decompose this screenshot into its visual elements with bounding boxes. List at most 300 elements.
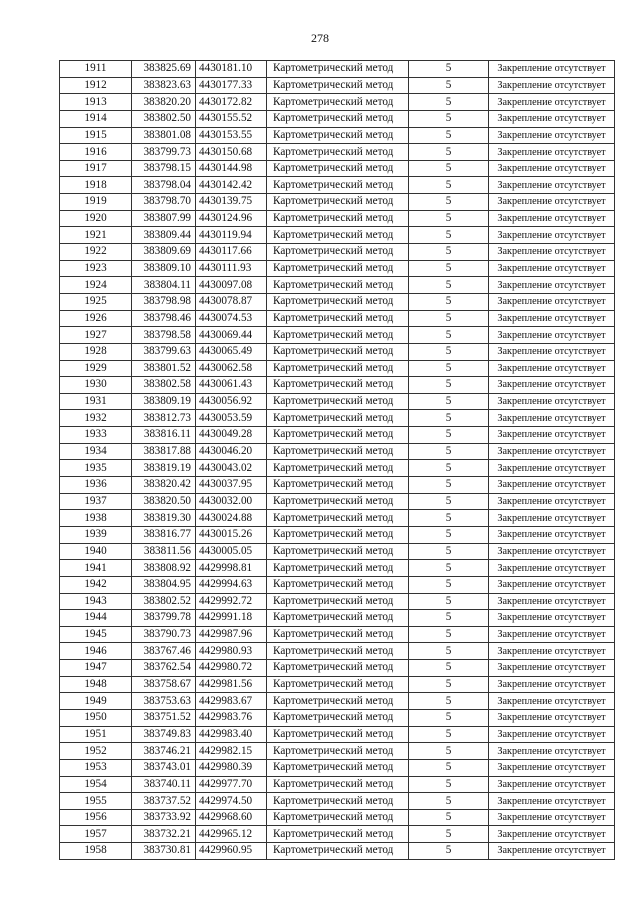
fixation-cell: Закрепление отсутствует bbox=[489, 726, 615, 743]
point-number-cell: 1920 bbox=[60, 210, 132, 227]
fixation-cell: Закрепление отсутствует bbox=[489, 576, 615, 593]
fixation-cell: Закрепление отсутствует bbox=[489, 443, 615, 460]
precision-cell: 5 bbox=[409, 393, 489, 410]
x-coordinate-cell: 383819.30 bbox=[132, 510, 196, 527]
x-coordinate-cell: 383737.52 bbox=[132, 793, 196, 810]
table-row bbox=[60, 543, 615, 560]
fixation-cell: Закрепление отсутствует bbox=[489, 610, 615, 627]
precision-cell: 5 bbox=[409, 227, 489, 244]
y-coordinate-cell: 4430097.08 bbox=[196, 277, 267, 294]
method-cell: Картометрический метод bbox=[267, 493, 409, 510]
fixation-cell: Закрепление отсутствует bbox=[489, 676, 615, 693]
precision-cell: 5 bbox=[409, 277, 489, 294]
method-cell: Картометрический метод bbox=[267, 709, 409, 726]
precision-cell: 5 bbox=[409, 709, 489, 726]
x-coordinate-cell: 383819.19 bbox=[132, 460, 196, 477]
y-coordinate-cell: 4430074.53 bbox=[196, 310, 267, 327]
fixation-cell: Закрепление отсутствует bbox=[489, 793, 615, 810]
point-number-cell: 1922 bbox=[60, 244, 132, 261]
table-row bbox=[60, 277, 615, 294]
y-coordinate-cell: 4429980.72 bbox=[196, 660, 267, 677]
table-row bbox=[60, 244, 615, 261]
fixation-cell: Закрепление отсутствует bbox=[489, 343, 615, 360]
precision-cell: 5 bbox=[409, 826, 489, 843]
precision-cell: 5 bbox=[409, 427, 489, 444]
precision-cell: 5 bbox=[409, 160, 489, 177]
precision-cell: 5 bbox=[409, 477, 489, 494]
precision-cell: 5 bbox=[409, 360, 489, 377]
fixation-cell: Закрепление отсутствует bbox=[489, 393, 615, 410]
precision-cell: 5 bbox=[409, 809, 489, 826]
fixation-cell: Закрепление отсутствует bbox=[489, 493, 615, 510]
method-cell: Картометрический метод bbox=[267, 643, 409, 660]
fixation-cell: Закрепление отсутствует bbox=[489, 843, 615, 860]
precision-cell: 5 bbox=[409, 610, 489, 627]
point-number-cell: 1923 bbox=[60, 260, 132, 277]
precision-cell: 5 bbox=[409, 510, 489, 527]
precision-cell: 5 bbox=[409, 643, 489, 660]
precision-cell: 5 bbox=[409, 343, 489, 360]
point-number-cell: 1912 bbox=[60, 77, 132, 94]
method-cell: Картометрический метод bbox=[267, 77, 409, 94]
point-number-cell: 1956 bbox=[60, 809, 132, 826]
table-row bbox=[60, 343, 615, 360]
table-row bbox=[60, 826, 615, 843]
y-coordinate-cell: 4429983.67 bbox=[196, 693, 267, 710]
x-coordinate-cell: 383749.83 bbox=[132, 726, 196, 743]
x-coordinate-cell: 383753.63 bbox=[132, 693, 196, 710]
x-coordinate-cell: 383798.70 bbox=[132, 194, 196, 211]
point-number-cell: 1919 bbox=[60, 194, 132, 211]
x-coordinate-cell: 383804.11 bbox=[132, 277, 196, 294]
fixation-cell: Закрепление отсутствует bbox=[489, 260, 615, 277]
fixation-cell: Закрепление отсутствует bbox=[489, 510, 615, 527]
method-cell: Картометрический метод bbox=[267, 410, 409, 427]
method-cell: Картометрический метод bbox=[267, 693, 409, 710]
fixation-cell: Закрепление отсутствует bbox=[489, 543, 615, 560]
point-number-cell: 1952 bbox=[60, 743, 132, 760]
table-row bbox=[60, 210, 615, 227]
x-coordinate-cell: 383804.95 bbox=[132, 576, 196, 593]
precision-cell: 5 bbox=[409, 726, 489, 743]
table-row bbox=[60, 77, 615, 94]
table-row bbox=[60, 510, 615, 527]
fixation-cell: Закрепление отсутствует bbox=[489, 709, 615, 726]
table-row bbox=[60, 327, 615, 344]
table-row bbox=[60, 643, 615, 660]
y-coordinate-cell: 4429968.60 bbox=[196, 809, 267, 826]
y-coordinate-cell: 4430005.05 bbox=[196, 543, 267, 560]
precision-cell: 5 bbox=[409, 443, 489, 460]
y-coordinate-cell: 4429977.70 bbox=[196, 776, 267, 793]
point-number-cell: 1951 bbox=[60, 726, 132, 743]
fixation-cell: Закрепление отсутствует bbox=[489, 327, 615, 344]
precision-cell: 5 bbox=[409, 793, 489, 810]
x-coordinate-cell: 383732.21 bbox=[132, 826, 196, 843]
table-row bbox=[60, 693, 615, 710]
y-coordinate-cell: 4430142.42 bbox=[196, 177, 267, 194]
y-coordinate-cell: 4430062.58 bbox=[196, 360, 267, 377]
coordinates-table-body bbox=[60, 61, 615, 860]
x-coordinate-cell: 383802.50 bbox=[132, 110, 196, 127]
method-cell: Картометрический метод bbox=[267, 61, 409, 78]
fixation-cell: Закрепление отсутствует bbox=[489, 776, 615, 793]
table-row bbox=[60, 194, 615, 211]
table-row bbox=[60, 676, 615, 693]
x-coordinate-cell: 383820.50 bbox=[132, 493, 196, 510]
y-coordinate-cell: 4430139.75 bbox=[196, 194, 267, 211]
precision-cell: 5 bbox=[409, 61, 489, 78]
method-cell: Картометрический метод bbox=[267, 743, 409, 760]
table-row bbox=[60, 460, 615, 477]
x-coordinate-cell: 383799.78 bbox=[132, 610, 196, 627]
fixation-cell: Закрепление отсутствует bbox=[489, 144, 615, 161]
precision-cell: 5 bbox=[409, 576, 489, 593]
x-coordinate-cell: 383798.46 bbox=[132, 310, 196, 327]
precision-cell: 5 bbox=[409, 293, 489, 310]
y-coordinate-cell: 4430069.44 bbox=[196, 327, 267, 344]
table-row bbox=[60, 743, 615, 760]
point-number-cell: 1943 bbox=[60, 593, 132, 610]
table-row bbox=[60, 177, 615, 194]
y-coordinate-cell: 4429982.15 bbox=[196, 743, 267, 760]
method-cell: Картометрический метод bbox=[267, 676, 409, 693]
x-coordinate-cell: 383820.42 bbox=[132, 477, 196, 494]
y-coordinate-cell: 4429983.40 bbox=[196, 726, 267, 743]
method-cell: Картометрический метод bbox=[267, 809, 409, 826]
y-coordinate-cell: 4430065.49 bbox=[196, 343, 267, 360]
y-coordinate-cell: 4429974.50 bbox=[196, 793, 267, 810]
fixation-cell: Закрепление отсутствует bbox=[489, 244, 615, 261]
x-coordinate-cell: 383812.73 bbox=[132, 410, 196, 427]
method-cell: Картометрический метод bbox=[267, 343, 409, 360]
x-coordinate-cell: 383825.69 bbox=[132, 61, 196, 78]
y-coordinate-cell: 4430049.28 bbox=[196, 427, 267, 444]
point-number-cell: 1927 bbox=[60, 327, 132, 344]
fixation-cell: Закрепление отсутствует bbox=[489, 743, 615, 760]
x-coordinate-cell: 383809.19 bbox=[132, 393, 196, 410]
point-number-cell: 1926 bbox=[60, 310, 132, 327]
x-coordinate-cell: 383808.92 bbox=[132, 560, 196, 577]
method-cell: Картометрический метод bbox=[267, 576, 409, 593]
x-coordinate-cell: 383799.63 bbox=[132, 343, 196, 360]
point-number-cell: 1940 bbox=[60, 543, 132, 560]
precision-cell: 5 bbox=[409, 194, 489, 211]
y-coordinate-cell: 4430119.94 bbox=[196, 227, 267, 244]
table-row bbox=[60, 709, 615, 726]
point-number-cell: 1928 bbox=[60, 343, 132, 360]
point-number-cell: 1955 bbox=[60, 793, 132, 810]
point-number-cell: 1914 bbox=[60, 110, 132, 127]
method-cell: Картометрический метод bbox=[267, 160, 409, 177]
precision-cell: 5 bbox=[409, 110, 489, 127]
x-coordinate-cell: 383820.20 bbox=[132, 94, 196, 111]
table-row bbox=[60, 843, 615, 860]
x-coordinate-cell: 383809.44 bbox=[132, 227, 196, 244]
y-coordinate-cell: 4429960.95 bbox=[196, 843, 267, 860]
table-row bbox=[60, 110, 615, 127]
table-row bbox=[60, 443, 615, 460]
method-cell: Картометрический метод bbox=[267, 277, 409, 294]
precision-cell: 5 bbox=[409, 693, 489, 710]
table-row bbox=[60, 776, 615, 793]
table-row bbox=[60, 560, 615, 577]
y-coordinate-cell: 4430177.33 bbox=[196, 77, 267, 94]
fixation-cell: Закрепление отсутствует bbox=[489, 127, 615, 144]
fixation-cell: Закрепление отсутствует bbox=[489, 410, 615, 427]
precision-cell: 5 bbox=[409, 460, 489, 477]
precision-cell: 5 bbox=[409, 244, 489, 261]
table-row bbox=[60, 660, 615, 677]
x-coordinate-cell: 383817.88 bbox=[132, 443, 196, 460]
table-row bbox=[60, 526, 615, 543]
method-cell: Картометрический метод bbox=[267, 327, 409, 344]
y-coordinate-cell: 4430061.43 bbox=[196, 377, 267, 394]
method-cell: Картометрический метод bbox=[267, 560, 409, 577]
point-number-cell: 1924 bbox=[60, 277, 132, 294]
method-cell: Картометрический метод bbox=[267, 377, 409, 394]
fixation-cell: Закрепление отсутствует bbox=[489, 809, 615, 826]
point-number-cell: 1918 bbox=[60, 177, 132, 194]
y-coordinate-cell: 4429992.72 bbox=[196, 593, 267, 610]
fixation-cell: Закрепление отсутствует bbox=[489, 310, 615, 327]
method-cell: Картометрический метод bbox=[267, 177, 409, 194]
point-number-cell: 1915 bbox=[60, 127, 132, 144]
x-coordinate-cell: 383798.98 bbox=[132, 293, 196, 310]
x-coordinate-cell: 383823.63 bbox=[132, 77, 196, 94]
y-coordinate-cell: 4430053.59 bbox=[196, 410, 267, 427]
y-coordinate-cell: 4430043.02 bbox=[196, 460, 267, 477]
fixation-cell: Закрепление отсутствует bbox=[489, 160, 615, 177]
table-row bbox=[60, 227, 615, 244]
y-coordinate-cell: 4429987.96 bbox=[196, 626, 267, 643]
table-row bbox=[60, 477, 615, 494]
precision-cell: 5 bbox=[409, 759, 489, 776]
precision-cell: 5 bbox=[409, 776, 489, 793]
table-row bbox=[60, 393, 615, 410]
table-row bbox=[60, 626, 615, 643]
x-coordinate-cell: 383799.73 bbox=[132, 144, 196, 161]
page-number: 278 bbox=[311, 31, 329, 45]
method-cell: Картометрический метод bbox=[267, 310, 409, 327]
y-coordinate-cell: 4429980.93 bbox=[196, 643, 267, 660]
fixation-cell: Закрепление отсутствует bbox=[489, 526, 615, 543]
fixation-cell: Закрепление отсутствует bbox=[489, 460, 615, 477]
fixation-cell: Закрепление отсутствует bbox=[489, 477, 615, 494]
point-number-cell: 1916 bbox=[60, 144, 132, 161]
method-cell: Картометрический метод bbox=[267, 610, 409, 627]
x-coordinate-cell: 383798.04 bbox=[132, 177, 196, 194]
precision-cell: 5 bbox=[409, 260, 489, 277]
table-row bbox=[60, 144, 615, 161]
precision-cell: 5 bbox=[409, 144, 489, 161]
table-row bbox=[60, 377, 615, 394]
precision-cell: 5 bbox=[409, 626, 489, 643]
y-coordinate-cell: 4430056.92 bbox=[196, 393, 267, 410]
point-number-cell: 1938 bbox=[60, 510, 132, 527]
table-row bbox=[60, 759, 615, 776]
method-cell: Картометрический метод bbox=[267, 660, 409, 677]
x-coordinate-cell: 383801.52 bbox=[132, 360, 196, 377]
method-cell: Картометрический метод bbox=[267, 477, 409, 494]
fixation-cell: Закрепление отсутствует bbox=[489, 643, 615, 660]
fixation-cell: Закрепление отсутствует bbox=[489, 593, 615, 610]
method-cell: Картометрический метод bbox=[267, 194, 409, 211]
precision-cell: 5 bbox=[409, 743, 489, 760]
table-row bbox=[60, 160, 615, 177]
method-cell: Картометрический метод bbox=[267, 460, 409, 477]
method-cell: Картометрический метод bbox=[267, 543, 409, 560]
method-cell: Картометрический метод bbox=[267, 776, 409, 793]
table-row bbox=[60, 576, 615, 593]
x-coordinate-cell: 383809.10 bbox=[132, 260, 196, 277]
table-row bbox=[60, 127, 615, 144]
point-number-cell: 1934 bbox=[60, 443, 132, 460]
point-number-cell: 1957 bbox=[60, 826, 132, 843]
point-number-cell: 1932 bbox=[60, 410, 132, 427]
y-coordinate-cell: 4430117.66 bbox=[196, 244, 267, 261]
precision-cell: 5 bbox=[409, 660, 489, 677]
precision-cell: 5 bbox=[409, 310, 489, 327]
x-coordinate-cell: 383767.46 bbox=[132, 643, 196, 660]
y-coordinate-cell: 4429965.12 bbox=[196, 826, 267, 843]
x-coordinate-cell: 383809.69 bbox=[132, 244, 196, 261]
precision-cell: 5 bbox=[409, 526, 489, 543]
point-number-cell: 1944 bbox=[60, 610, 132, 627]
point-number-cell: 1921 bbox=[60, 227, 132, 244]
method-cell: Картометрический метод bbox=[267, 94, 409, 111]
method-cell: Картометрический метод bbox=[267, 110, 409, 127]
fixation-cell: Закрепление отсутствует bbox=[489, 94, 615, 111]
y-coordinate-cell: 4429991.18 bbox=[196, 610, 267, 627]
fixation-cell: Закрепление отсутствует bbox=[489, 759, 615, 776]
point-number-cell: 1948 bbox=[60, 676, 132, 693]
fixation-cell: Закрепление отсутствует bbox=[489, 227, 615, 244]
y-coordinate-cell: 4429981.56 bbox=[196, 676, 267, 693]
fixation-cell: Закрепление отсутствует bbox=[489, 360, 615, 377]
point-number-cell: 1939 bbox=[60, 526, 132, 543]
point-number-cell: 1933 bbox=[60, 427, 132, 444]
method-cell: Картометрический метод bbox=[267, 443, 409, 460]
x-coordinate-cell: 383802.58 bbox=[132, 377, 196, 394]
point-number-cell: 1953 bbox=[60, 759, 132, 776]
fixation-cell: Закрепление отсутствует bbox=[489, 427, 615, 444]
fixation-cell: Закрепление отсутствует bbox=[489, 194, 615, 211]
fixation-cell: Закрепление отсутствует bbox=[489, 293, 615, 310]
method-cell: Картометрический метод bbox=[267, 826, 409, 843]
fixation-cell: Закрепление отсутствует bbox=[489, 560, 615, 577]
y-coordinate-cell: 4430032.00 bbox=[196, 493, 267, 510]
fixation-cell: Закрепление отсутствует bbox=[489, 277, 615, 294]
y-coordinate-cell: 4430150.68 bbox=[196, 144, 267, 161]
point-number-cell: 1946 bbox=[60, 643, 132, 660]
y-coordinate-cell: 4429980.39 bbox=[196, 759, 267, 776]
point-number-cell: 1929 bbox=[60, 360, 132, 377]
table-row bbox=[60, 260, 615, 277]
precision-cell: 5 bbox=[409, 127, 489, 144]
fixation-cell: Закрепление отсутствует bbox=[489, 110, 615, 127]
precision-cell: 5 bbox=[409, 593, 489, 610]
y-coordinate-cell: 4429994.63 bbox=[196, 576, 267, 593]
x-coordinate-cell: 383730.81 bbox=[132, 843, 196, 860]
point-number-cell: 1942 bbox=[60, 576, 132, 593]
table-row bbox=[60, 360, 615, 377]
y-coordinate-cell: 4430037.95 bbox=[196, 477, 267, 494]
y-coordinate-cell: 4430046.20 bbox=[196, 443, 267, 460]
method-cell: Картометрический метод bbox=[267, 360, 409, 377]
point-number-cell: 1949 bbox=[60, 693, 132, 710]
y-coordinate-cell: 4430015.26 bbox=[196, 526, 267, 543]
fixation-cell: Закрепление отсутствует bbox=[489, 177, 615, 194]
precision-cell: 5 bbox=[409, 327, 489, 344]
x-coordinate-cell: 383798.15 bbox=[132, 160, 196, 177]
point-number-cell: 1913 bbox=[60, 94, 132, 111]
x-coordinate-cell: 383740.11 bbox=[132, 776, 196, 793]
precision-cell: 5 bbox=[409, 94, 489, 111]
precision-cell: 5 bbox=[409, 77, 489, 94]
y-coordinate-cell: 4429998.81 bbox=[196, 560, 267, 577]
fixation-cell: Закрепление отсутствует bbox=[489, 377, 615, 394]
precision-cell: 5 bbox=[409, 377, 489, 394]
y-coordinate-cell: 4430155.52 bbox=[196, 110, 267, 127]
x-coordinate-cell: 383790.73 bbox=[132, 626, 196, 643]
method-cell: Картометрический метод bbox=[267, 293, 409, 310]
y-coordinate-cell: 4430111.93 bbox=[196, 260, 267, 277]
point-number-cell: 1936 bbox=[60, 477, 132, 494]
fixation-cell: Закрепление отсутствует bbox=[489, 61, 615, 78]
method-cell: Картометрический метод bbox=[267, 510, 409, 527]
point-number-cell: 1911 bbox=[60, 61, 132, 78]
table-row bbox=[60, 61, 615, 78]
x-coordinate-cell: 383807.99 bbox=[132, 210, 196, 227]
method-cell: Картометрический метод bbox=[267, 427, 409, 444]
point-number-cell: 1954 bbox=[60, 776, 132, 793]
x-coordinate-cell: 383798.58 bbox=[132, 327, 196, 344]
x-coordinate-cell: 383743.01 bbox=[132, 759, 196, 776]
y-coordinate-cell: 4430172.82 bbox=[196, 94, 267, 111]
point-number-cell: 1945 bbox=[60, 626, 132, 643]
method-cell: Картометрический метод bbox=[267, 144, 409, 161]
table-row bbox=[60, 809, 615, 826]
method-cell: Картометрический метод bbox=[267, 726, 409, 743]
table-row bbox=[60, 310, 615, 327]
x-coordinate-cell: 383816.77 bbox=[132, 526, 196, 543]
y-coordinate-cell: 4430124.96 bbox=[196, 210, 267, 227]
method-cell: Картометрический метод bbox=[267, 759, 409, 776]
y-coordinate-cell: 4430078.87 bbox=[196, 293, 267, 310]
table-row bbox=[60, 493, 615, 510]
method-cell: Картометрический метод bbox=[267, 793, 409, 810]
method-cell: Картометрический метод bbox=[267, 843, 409, 860]
method-cell: Картометрический метод bbox=[267, 593, 409, 610]
coordinates-table bbox=[59, 60, 615, 860]
point-number-cell: 1930 bbox=[60, 377, 132, 394]
precision-cell: 5 bbox=[409, 676, 489, 693]
precision-cell: 5 bbox=[409, 493, 489, 510]
table-row bbox=[60, 610, 615, 627]
point-number-cell: 1935 bbox=[60, 460, 132, 477]
precision-cell: 5 bbox=[409, 410, 489, 427]
precision-cell: 5 bbox=[409, 177, 489, 194]
fixation-cell: Закрепление отсутствует bbox=[489, 660, 615, 677]
method-cell: Картометрический метод bbox=[267, 526, 409, 543]
fixation-cell: Закрепление отсутствует bbox=[489, 693, 615, 710]
table-row bbox=[60, 726, 615, 743]
y-coordinate-cell: 4430153.55 bbox=[196, 127, 267, 144]
point-number-cell: 1947 bbox=[60, 660, 132, 677]
x-coordinate-cell: 383816.11 bbox=[132, 427, 196, 444]
table-row bbox=[60, 293, 615, 310]
